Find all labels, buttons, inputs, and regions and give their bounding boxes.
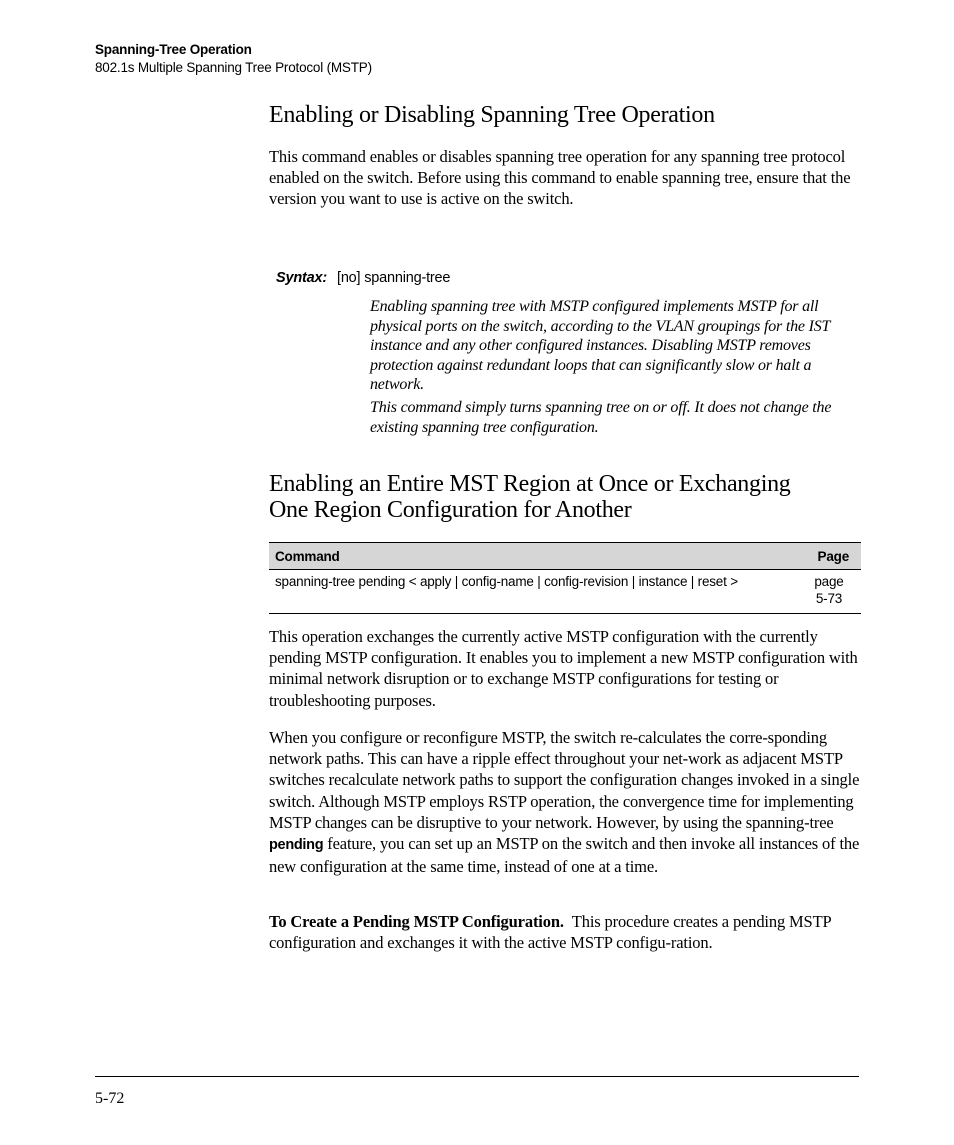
- section-heading-2-line2: One Region Configuration for Another: [269, 497, 632, 523]
- syntax-note: This command simply turns spanning tree on or off. It does not change the existing spanning tree configuration.: [370, 399, 832, 436]
- section2-paragraph2: [269, 727, 861, 877]
- running-header-section: Spanning-Tree Operation: [95, 42, 252, 57]
- syntax-command: [no] spanning-tree: [336, 270, 451, 286]
- section2-paragraph1: This operation exchanges the currently active MSTP configuration with the currently pending MSTP configuration. It enables you to implement a new MSTP configuration with minimal network disruption or to exchange MSTP configurations for testing or troubleshooting purposes.: [269, 627, 858, 710]
- section-heading-2-line1: Enabling an Entire MST Region at Once or Exchanging: [269, 471, 791, 497]
- paragraph2-text-a: When you configure or reconfigure MSTP, the switch re-calculates the corre-sponding network paths. This can have a ripple effect throughout your net-work as adjacent MSTP switches recalculate network paths to support the configuration changes invoked in a single switch. Although MSTP employs RSTP operation, the convergence time for implementing MSTP changes can be disruptive to your network. However, by using the spanning-tree: [269, 728, 860, 832]
- table-cell-page: [801, 570, 861, 614]
- command-table: [269, 542, 861, 614]
- section-heading: Enabling or Disabling Spanning Tree Operation: [269, 102, 715, 128]
- procedure-title: To Create a Pending MSTP Configuration.: [269, 912, 564, 931]
- table-header-page: Page: [801, 543, 861, 570]
- section1-paragraph: This command enables or disables spanning tree operation for any spanning tree protocol enabled on the switch. Before using this command to enable spanning tree, ensure that the version you want to use is active on the switch.: [269, 147, 851, 209]
- procedure-text: This procedure creates a pending MSTP configuration and exchanges it with the active MSTP configu-ration.: [269, 912, 831, 953]
- running-header-subsection: 802.1s Multiple Spanning Tree Protocol (MSTP): [95, 60, 372, 75]
- section-enabling-disabling: [269, 102, 861, 128]
- page-number: 5-72: [95, 1090, 125, 1107]
- table-header-row: [269, 543, 861, 570]
- table-cell-page-label: page: [814, 574, 844, 589]
- footer-rule: [95, 1076, 859, 1077]
- syntax-description: Enabling spanning tree with MSTP configured implements MSTP for all physical ports on the switch, according to the VLAN groupings for the IST instance and any other configured instances. Disabling MSTP removes protection against redundant loops that can significantly slow or halt a network.: [370, 298, 830, 394]
- section-mst-region: [269, 471, 861, 523]
- section2-paragraph2-block: [269, 727, 861, 877]
- section-heading-2: [269, 471, 861, 523]
- table-cell-page-ref: 5-73: [815, 591, 843, 606]
- procedure-block: [269, 911, 861, 953]
- table-header-command: Command: [269, 543, 801, 570]
- pending-keyword: pending: [269, 837, 324, 854]
- paragraph2-text-b: feature, you can set up an MSTP on the switch and then invoke all instances of the new configuration at the same time, instead of one at a time.: [269, 834, 860, 877]
- procedure-paragraph: [269, 911, 861, 953]
- syntax-label: Syntax:: [276, 270, 327, 286]
- section2-paragraph1-block: [269, 626, 861, 711]
- table-row: [269, 570, 861, 614]
- section1-paragraph-block: [269, 146, 861, 210]
- running-header: [95, 41, 372, 77]
- syntax-line: [276, 268, 450, 288]
- table-cell-command: spanning-tree pending < apply | config-name | config-revision | instance | reset >: [269, 570, 801, 614]
